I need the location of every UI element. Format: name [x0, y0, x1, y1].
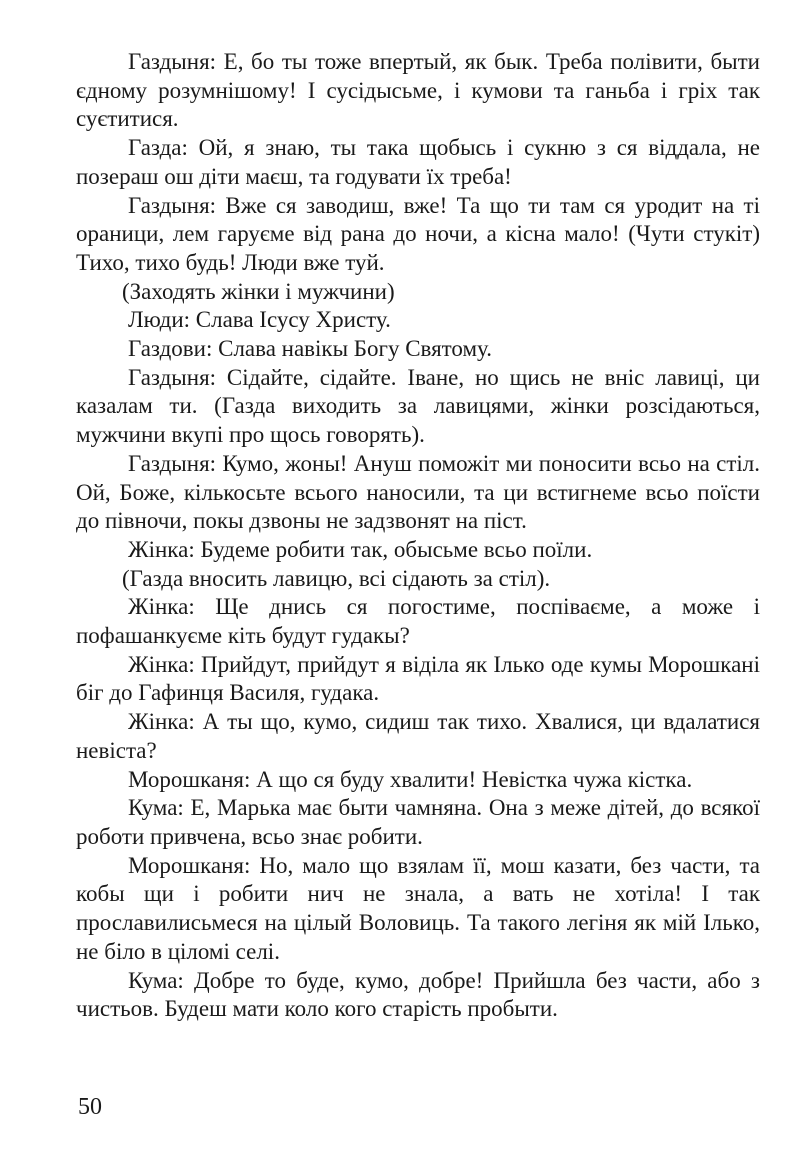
paragraph: Люди: Слава Ісусу Христу.: [128, 307, 391, 333]
paragraph: Жінка: Прийдут, прийдут я віділа як Ілько оде кумы Морошкані біг до Гафинця Василя, гудака.: [76, 651, 760, 706]
paragraph: Морошканя: А що ся буду хвалити! Невістка чужа кістка.: [128, 766, 693, 792]
paragraph: Жінка: А ты що, кумо, сидиш так тихо. Хвалися, ци вдалатися невіста?: [76, 709, 760, 763]
page-body: [76, 48, 760, 1024]
paragraph: Жінка: Ще днись ся погостиме, поспіваєме, а може і пофашанкуєме кіть будут гудакы?: [76, 594, 760, 649]
paragraph: Жінка: Будеме робити так, обысьме всьо поїли.: [128, 536, 593, 562]
paragraph: Газдови: Слава навікы Богу Святому.: [128, 336, 492, 362]
paragraph: Морошканя: Но, мало що взялам її, мош казати, без части, та кобы щи і робити нич не знала, а вать не хотіла! І так прославилисьмеся на цілый Воловиць. Та такого легіня як мій Ілько, не біло в ціломі селі.: [76, 852, 760, 964]
paragraph: Газдыня: Сідайте, сідайте. Іване, но щись не вніс лавиці, ци казалам ти. (Газда виходить за лавицями, жінки розсідаються, мужчини вкупі про щось говорять).: [76, 364, 760, 448]
stage-direction: (Заходять жінки і мужчини): [122, 278, 395, 304]
page-number: 50: [78, 1094, 102, 1120]
paragraph: Газдыня: Кумо, жоны! Ануш поможіт ми поносити всьо на стіл. Ой, Боже, кількосьте всього наносили, та ци встигнеме всьо поїсти до півночи, покы дзвоны не задзвонят на піст.: [76, 450, 760, 534]
stage-direction: (Газда вносить лавицю, всі сідають за стіл).: [122, 565, 551, 591]
paragraph: Кума: Добре то буде, кумо, добре! Прийшла без части, або з чистьов. Будеш мати коло кого старість пробыти.: [76, 967, 760, 1022]
paragraph: Газдыня: Е, бо ты тоже впертый, як бык. Треба полівити, быти єдному розумнішому! І сусідысьме, і кумови та ганьба і гріх так суєтитися.: [76, 49, 760, 132]
paragraph: Кума: Е, Марька має быти чамняна. Она з меже дітей, до всякої роботи привчена, всьо знає робити.: [76, 795, 760, 849]
paragraph: Газда: Ой, я знаю, ты така щобысь і сукню з ся віддала, не позераш ош діти маєш, та годувати їх треба!: [76, 135, 760, 189]
paragraph: Газдыня: Вже ся заводиш, вже! Та що ти там ся уродит на ті ораници, лем гаруєме від рана до ночи, а кісна мало! (Чути стукіт) Тихо, тихо будь! Люди вже туй.: [76, 192, 760, 275]
